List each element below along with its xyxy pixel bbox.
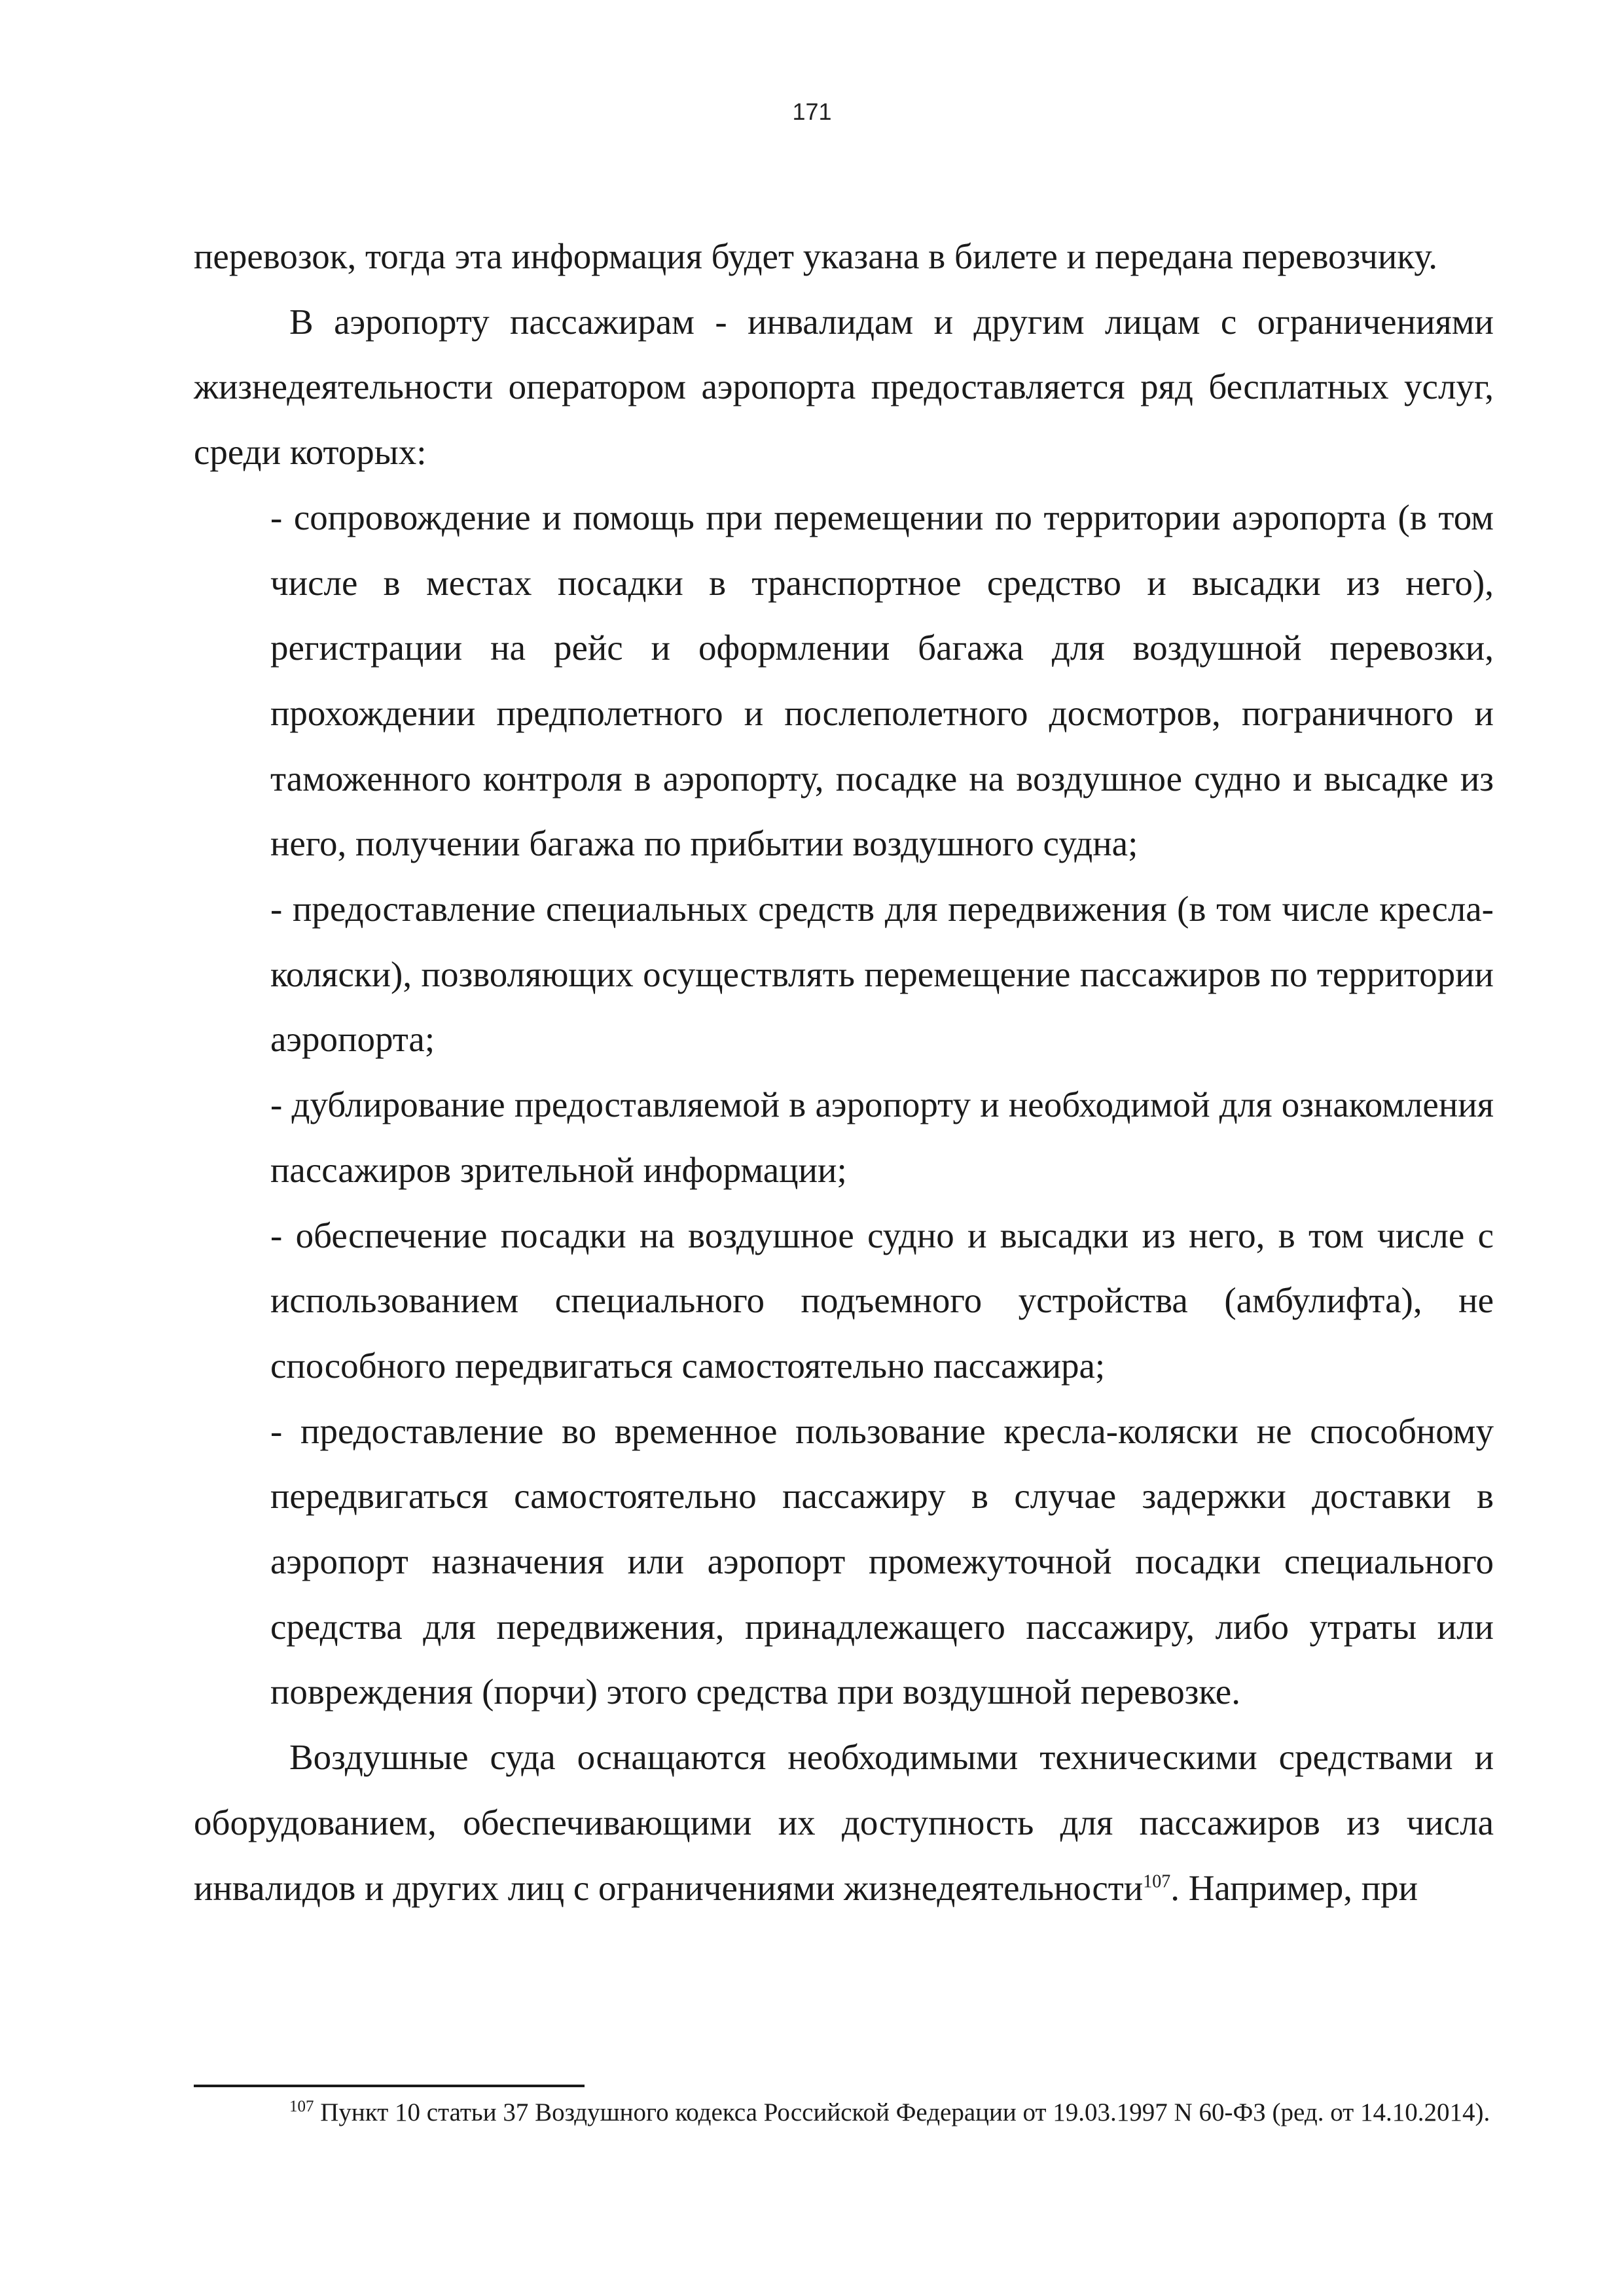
list-item-visual-info: - дублирование предоставляемой в аэропорту и необходимой для ознакомления пассажиров зрительной информации; bbox=[270, 1085, 1494, 1190]
footnote-separator bbox=[194, 2085, 585, 2087]
paragraph-aircraft-text: Воздушные суда оснащаются необходимыми техническими средствами и оборудованием, обеспечивающими их доступность для пассажиров из числа инвалидов и других лиц с ограничениями жизнедеятельности bbox=[194, 1737, 1494, 1908]
footnote bbox=[194, 2096, 1494, 2130]
page-number: 171 bbox=[792, 98, 832, 125]
list-item-boarding: - обеспечение посадки на воздушное судно и высадки из него, в том числе с использованием специального подъемного устройства (амбулифта), не способного передвигаться самостоятельно пассажира; bbox=[270, 1215, 1494, 1386]
paragraph-continuation: перевозок, тогда эта информация будет указана в билете и передана перевозчику. bbox=[194, 236, 1437, 276]
list-item-mobility-aids: - предоставление специальных средств для передвижения (в том числе кресла-коляски), позволяющих осуществлять перемещение пассажиров по территории аэропорта; bbox=[270, 889, 1494, 1060]
paragraph-aircraft-text-end: . Например, при bbox=[1170, 1867, 1418, 1908]
footnote-text: Пункт 10 статьи 37 Воздушного кодекса Российской Федерации от 19.03.1997 N 60-ФЗ (ред. от 14.10.2014). bbox=[314, 2098, 1490, 2126]
paragraph-aircraft-equipment bbox=[194, 1725, 1494, 1920]
paragraph-airport-services: В аэропорту пассажирам - инвалидам и другим лицам с ограничениями жизнедеятельности оператором аэропорта предоставляется ряд бесплатных услуг, среди которых: bbox=[194, 301, 1494, 473]
footnote-number: 107 bbox=[289, 2098, 314, 2115]
list-item-escort: - сопровождение и помощь при перемещении по территории аэропорта (в том числе в местах посадки в транспортное средство и высадки из него), регистрации на рейс и оформлении багажа для воздушной перевозки, прохождении предполетного и послеполетного досмотров, пограничного и таможенного контроля в аэропорту, посадке на воздушное судно и высадке из него, получении багажа по прибытии воздушного судна; bbox=[270, 497, 1494, 864]
page-body bbox=[194, 224, 1494, 1920]
footnote-reference: 107 bbox=[1143, 1871, 1171, 1892]
list-item-wheelchair-loan: - предоставление во временное пользование кресла-коляски не способному передвигаться самостоятельно пассажиру в случае задержки доставки в аэропорт назначения или аэропорт промежуточной посадки специального средства для передвижения, принадлежащего пассажиру, либо утраты или повреждения (порчи) этого средства при воздушной перевозке. bbox=[270, 1410, 1494, 1712]
